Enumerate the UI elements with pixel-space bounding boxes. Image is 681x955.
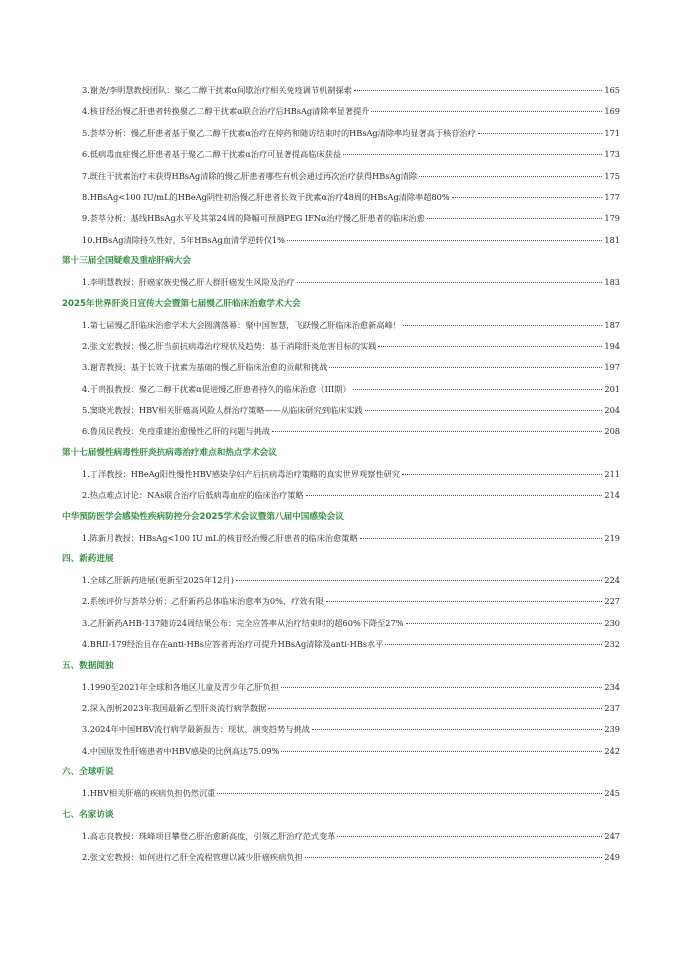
toc-entry-page: 173 [604,149,620,160]
dot-leader [365,410,603,411]
dot-leader [217,793,602,794]
dot-leader [406,623,603,624]
toc-entry-title: 4.中国原发性肝癌患者中HBV感染的比例高达75.09% [82,745,280,756]
toc-entry-title: 3.乙肝新药AHB-137随访24周结果公布：完全应答率从治疗结束时的超60%下降至27% [82,617,404,628]
toc-entry[interactable] [62,698,620,719]
toc-entry[interactable] [62,783,620,804]
section-heading: 2025年世界肝炎日宣传大会暨第七届慢乙肝临床治愈学术大会 [62,298,301,309]
toc-entry-title: 9.荟萃分析：基线HBsAg水平及其第24周的降幅可预测PEG IFNα治疗慢乙肝患者的临床治愈 [82,213,425,224]
dot-leader [402,474,602,475]
dot-leader [326,601,602,602]
toc-entry-page: 242 [604,745,620,756]
toc-entry[interactable] [62,187,620,208]
toc-entry-page: 214 [604,490,620,501]
dot-leader [419,176,602,177]
toc-entry-page: 179 [604,213,620,224]
toc-entry[interactable] [62,272,620,293]
toc-entry-page: 165 [604,85,620,95]
dot-leader [312,729,603,730]
toc-entry-title: 1.丁洋教授：HBeAg阳性慢性HBV感染孕妇产后抗病毒治疗策略的真实世界观察性研究 [82,468,401,479]
toc-entry-title: 1.李明慧教授：肝癌家族史慢乙肝人群肝癌发生风险及治疗 [82,277,295,288]
toc-entry-title: 2.深入剖析2023年我国最新乙型肝炎流行病学数据 [82,702,267,713]
toc-entry-title: 1.全球乙肝新药进展(更新至2025年12月) [82,575,234,586]
dot-leader [306,495,603,496]
toc-entry-page: 183 [604,277,620,288]
toc-entry-page: 197 [604,362,620,373]
section-heading: 六、全球听说 [62,767,114,778]
toc-entry-page: 211 [604,468,620,479]
dot-leader [360,538,603,539]
toc-entry-title: 4.BRII-179经治且存在anti-HBs应答者再治疗可提升HBsAg清除及anti-HBs水平 [82,639,384,650]
toc-entry-title: 1.1990至2021年全球和各地区儿童及青少年乙肝负担 [82,681,279,692]
dot-leader [427,218,603,219]
toc-entry-page: 204 [604,405,620,416]
toc-entry-title: 4.于贵报教授：聚乙二醇干扰素α促进慢乙肝患者持久的临床治愈（III期） [82,383,351,394]
toc-entry[interactable] [62,400,620,421]
toc-entry-page: 239 [604,724,620,735]
toc-entry[interactable] [62,421,620,442]
toc-entry-title: 1.陈新月教授：HBsAg<100 IU mL的核苷经治慢乙肝患者的临床治愈策略 [82,532,358,543]
table-of-contents [62,80,620,868]
toc-entry-page: 171 [604,127,620,138]
toc-entry-page: 224 [604,575,620,586]
toc-entry-title: 4.核苷经治慢乙肝患者转换聚乙二醇干扰素α联合治疗后HBsAg清除率显著提升 [82,106,370,117]
toc-entry-title: 3.谢尧/李明慧教授团队：聚乙二醇干扰素α间歇治疗相关免疫调节机制探索 [82,85,352,95]
dot-leader [385,644,602,645]
toc-entry[interactable] [62,613,620,634]
toc-entry[interactable] [62,336,620,357]
toc-entry[interactable] [62,485,620,506]
section-heading: 中华预防医学会感染性疾病防控分会2025学术会议暨第八届中国感染会议 [62,511,344,522]
toc-entry[interactable] [62,315,620,336]
toc-entry-page: 187 [604,319,620,330]
toc-entry-title: 2.张文宏教授：如何进行乙肝全流程管理以减少肝癌疾病负担 [82,851,303,862]
toc-entry[interactable] [62,719,620,740]
toc-entry-title: 6.低病毒血症慢乙肝患者基于聚乙二醇干扰素α治疗可显著提高临床获益 [82,149,341,160]
dot-leader [305,857,603,858]
dot-leader [281,751,602,752]
toc-entry[interactable] [62,80,620,101]
toc-entry[interactable] [62,379,620,400]
toc-entry-page: 249 [604,851,620,862]
toc-entry-page: 194 [604,340,620,351]
toc-entry[interactable] [62,144,620,165]
toc-entry-page: 181 [604,234,620,245]
dot-leader [236,580,602,581]
dot-leader [354,90,602,91]
toc-entry[interactable] [62,677,620,698]
toc-entry[interactable] [62,528,620,549]
toc-entry-title: 2.张文宏教授：慢乙肝当前抗病毒治疗现状及趋势：基于消除肝炎危害目标的实践 [82,340,377,351]
toc-entry[interactable] [62,123,620,144]
toc-entry[interactable] [62,591,620,612]
toc-entry[interactable] [62,166,620,187]
toc-entry-title: 1.第七届慢乙肝临床治愈学术大会圆满落幕：聚中国智慧，飞跃慢乙肝临床治愈新高峰！ [82,319,401,330]
toc-entry-title: 5.荟萃分析：慢乙肝患者基于聚乙二醇干扰素α治疗在停药和随访结束时的HBsAg清除率均显著高于核苷治疗 [82,127,476,138]
toc-entry-page: 208 [604,426,620,437]
dot-leader [452,197,603,198]
dot-leader [478,133,602,134]
toc-entry-title: 2.热点难点讨论：NAs联合治疗后低病毒血症的临床治疗策略 [82,490,304,501]
dot-leader [272,431,602,432]
toc-entry[interactable] [62,101,620,122]
dot-leader [281,687,602,688]
toc-entry[interactable] [62,634,620,655]
toc-entry-title: 5.窦晓光教授：HBV相关肝癌高风险人群治疗策略——从临床研究到临床实践 [82,405,363,416]
toc-entry[interactable] [62,741,620,762]
dot-leader [378,346,602,347]
toc-entry-title: 6.鲁凤民教授：免疫重建治愈慢性乙肝的问题与挑战 [82,426,270,437]
toc-entry[interactable] [62,208,620,229]
toc-entry-page: 234 [604,681,620,692]
toc-entry-page: 232 [604,639,620,650]
section-heading: 五、数据阅独 [62,660,114,671]
toc-entry-title: 7.既往干扰素治疗未获得HBsAg清除的慢乙肝患者哪些有机会通过再次治疗获得HBsAg清除 [82,170,418,181]
toc-entry-page: 175 [604,170,620,181]
toc-entry[interactable] [62,570,620,591]
toc-entry-title: 3.谢青教授：基于长效干扰素为基础的慢乙肝临床治愈的贡献和挑战 [82,362,328,373]
toc-entry-page: 219 [604,532,620,543]
toc-entry[interactable] [62,826,620,847]
dot-leader [287,240,602,241]
toc-entry-page: 247 [604,830,620,841]
toc-entry[interactable] [62,847,620,868]
section-heading: 第十七届慢性病毒性肝炎抗病毒治疗难点和热点学术会议 [62,447,277,458]
toc-entry-page: 169 [604,106,620,117]
toc-entry-page: 201 [604,383,620,394]
dot-leader [353,389,603,390]
toc-entry-page: 230 [604,617,620,628]
dot-leader [268,708,602,709]
toc-entry[interactable] [62,230,620,251]
toc-entry-title: 3.2024年中国HBV流行病学最新报告：现状、演变趋势与挑战 [82,724,310,735]
dot-leader [329,367,602,368]
toc-entry[interactable] [62,357,620,378]
toc-entry-title: 2.系统评价与荟萃分析：乙肝新药总体临床治愈率为0%，疗效有限 [82,596,324,607]
toc-entry-page: 227 [604,596,620,607]
dot-leader [371,111,602,112]
toc-entry[interactable] [62,464,620,485]
dot-leader [403,325,602,326]
section-heading: 四、新药进展 [62,554,114,565]
section-heading: 第十三届全国疑难及重症肝病大会 [62,256,191,267]
toc-entry-title: 8.HBsAg<100 IU/mL的HBeAg阴性初治慢乙肝患者长效干扰素α治疗48周的HBsAg清除率超80% [82,191,450,202]
toc-entry-title: 1.高志良教授：珠峰项目攀登乙肝治愈新高度，引领乙肝治疗范式变革 [82,830,336,841]
dot-leader [297,282,603,283]
toc-entry-title: 10.HBsAg清除持久性好，5年HBsAg血清学逆转仅1% [82,234,285,245]
dot-leader [337,836,602,837]
toc-entry-page: 177 [604,191,620,202]
toc-entry-page: 245 [604,788,620,799]
toc-entry-page: 237 [604,702,620,713]
dot-leader [343,154,602,155]
toc-entry-title: 1.HBV相关肝癌的疾病负担仍然沉重 [82,788,216,799]
section-heading: 七、名家访谈 [62,809,114,820]
